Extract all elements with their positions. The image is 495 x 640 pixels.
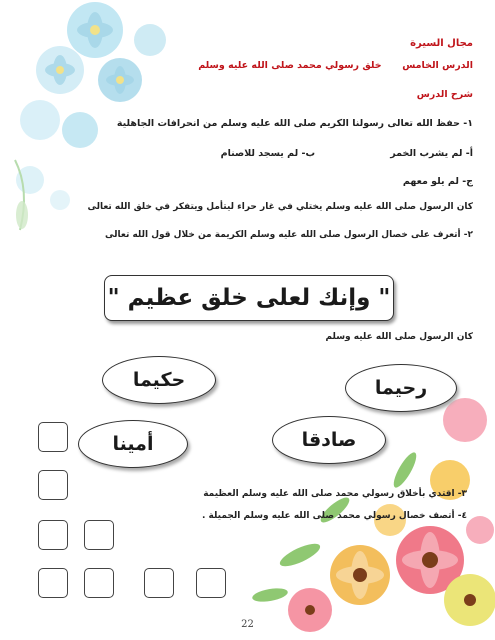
answer-box[interactable] [144, 568, 174, 598]
cave-text: كان الرسول صلى الله عليه وسلم يختلي في غار حراء ليتأمل ويتفكر في خلق الله تعالى [87, 202, 473, 212]
verse-box [104, 275, 394, 321]
item-a: أ- لم يشرب الخمر [390, 148, 473, 159]
lesson-heading [198, 60, 473, 71]
point-4: ٤- أتصف خصال رسولي محمد صلى الله عليه وسلم الجميلة . [201, 511, 467, 521]
verse-text: " وإنك لعلى خلق عظيم " [107, 285, 391, 311]
trait-honest-text: صادقا [301, 429, 357, 451]
trait-wise-oval [102, 356, 216, 404]
floral-decoration-top [0, 0, 220, 260]
trait-honest-oval [272, 416, 386, 464]
trait-wise-text: حكيما [132, 369, 186, 391]
domain-heading: مجال السيرة [410, 38, 473, 49]
trait-trustworthy-text: أمينا [112, 433, 154, 455]
answer-box[interactable] [196, 568, 226, 598]
explanation-heading: شرح الدرس [416, 89, 473, 100]
trait-merciful-oval [345, 364, 457, 412]
answer-box[interactable] [84, 568, 114, 598]
lesson-title: خلق رسولي محمد صلى الله عليه وسلم [198, 60, 382, 71]
intro-sentence: كان الرسول صلى الله عليه وسلم [325, 332, 473, 342]
answer-box[interactable] [38, 568, 68, 598]
answer-box[interactable] [84, 520, 114, 550]
answer-box[interactable] [38, 422, 68, 452]
trait-merciful-text: رحيما [374, 377, 428, 399]
point-1: ١- حفظ الله تعالى رسولنا الكريم صلى الله عليه وسلم من انحرافات الجاهلية [116, 118, 473, 129]
trait-trustworthy-oval [78, 420, 188, 468]
page-number: 22 [241, 619, 254, 630]
point-3: ٣- اقتدي بأخلاق رسولي محمد صلى الله عليه وسلم العظيمة [203, 489, 467, 499]
point-2: ٢- أتعرف على خصال الرسول صلى الله عليه وسلم الكريمة من خلال قول الله تعالى [105, 230, 473, 240]
lesson-label: الدرس الخامس [402, 60, 473, 71]
item-b: ب- لم يسجد للاصنام [220, 148, 315, 159]
item-c: ج- لم يلو معهم [402, 176, 473, 187]
answer-box[interactable] [38, 520, 68, 550]
answer-box[interactable] [38, 470, 68, 500]
